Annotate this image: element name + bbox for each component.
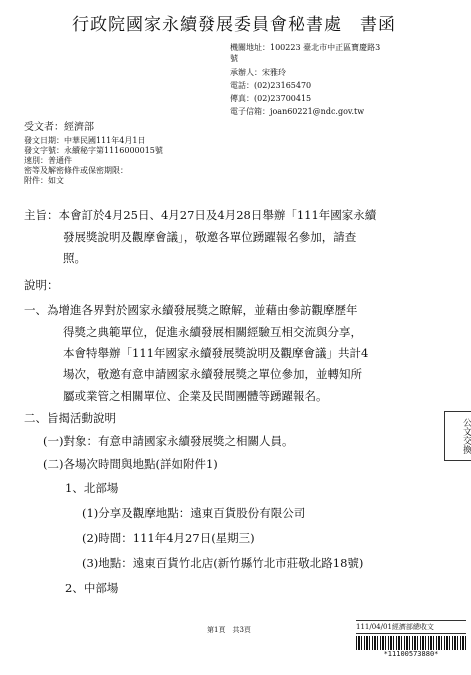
agency-address: 機關地址：100223 臺北市中正區寶慶路3 <box>230 43 381 52</box>
explanation-para-1-line-5: 屬或業管之相關單位、企業及民間團體等踴躍報名。 <box>63 389 328 403</box>
north-time: (2)時間：111年4月27日(星期三) <box>82 531 255 545</box>
document-title: 行政院國家永續發展委員會秘書處 書函 <box>72 15 396 35</box>
recipient: 受文者：經濟部 <box>24 122 94 133</box>
item-target: (一)對象：有意申請國家永續發展獎之相關人員。 <box>43 434 294 448</box>
contact-fax: 傳真：(02)23700415 <box>230 94 312 103</box>
explanation-para-1-line-1: 一、為增進各界對於國家永續發展獎之瞭解，並藉由參訪觀摩歷年 <box>24 303 358 317</box>
attachment: 附件：如文 <box>24 176 64 185</box>
receipt-stamp <box>356 620 466 658</box>
page-number: 第1頁 共3頁 <box>207 626 251 634</box>
security-level: 密等及解密條件或保密期限： <box>24 166 128 175</box>
subject-line-2: 發展獎說明及觀摩會議」，敬邀各單位踴躍報名參加，請查 <box>63 230 357 244</box>
contact-phone: 電話：(02)23165470 <box>230 81 312 90</box>
issue-date: 發文日期：中華民國111年4月1日 <box>24 136 146 145</box>
delivery-speed: 速別：普通件 <box>24 156 72 165</box>
north-location: (3)地點：遠東百貨竹北店(新竹縣竹北市莊敬北路18號) <box>82 556 364 570</box>
explanation-para-1-line-2: 得獎之典範單位，促進永續發展相關經驗互相交流與分享， <box>63 325 362 339</box>
document-number: 發文字號：永續秘字第1116000015號 <box>24 146 163 155</box>
explanation-para-1-line-4: 場次，敬邀有意申請國家永續發展獎之單位參加，並轉知所 <box>63 367 362 381</box>
contact-email: 電子信箱：joan60221@ndc.gov.tw <box>230 107 365 116</box>
contact-person: 承辦人：宋雅玲 <box>230 68 286 77</box>
barcode-number: *11100573880* <box>383 650 439 658</box>
central-session: 2、中部場 <box>65 581 119 595</box>
receipt-text: 111/04/01經濟部總收文 <box>356 620 466 634</box>
north-session: 1、北部場 <box>65 481 119 495</box>
agency-address-cont: 號 <box>230 54 238 63</box>
barcode <box>356 636 466 650</box>
explanation-label: 說明： <box>24 278 59 292</box>
explanation-para-1-line-3: 本會特舉辦「111年國家永續發展獎說明及觀摩會議」共計4 <box>63 346 369 360</box>
item-schedule: (二)各場次時間與地點(詳如附件1) <box>43 457 218 471</box>
explanation-para-2: 二、旨揭活動說明 <box>24 411 116 425</box>
subject-line-3: 照。 <box>63 251 86 265</box>
exchange-stamp: 公文交換 <box>444 411 471 461</box>
north-venue: (1)分享及觀摩地點：遠東百貨股份有限公司 <box>82 506 306 520</box>
subject-line-1: 主旨：本會訂於4月25日、4月27日及4月28日舉辦「111年國家永續 <box>24 208 377 222</box>
